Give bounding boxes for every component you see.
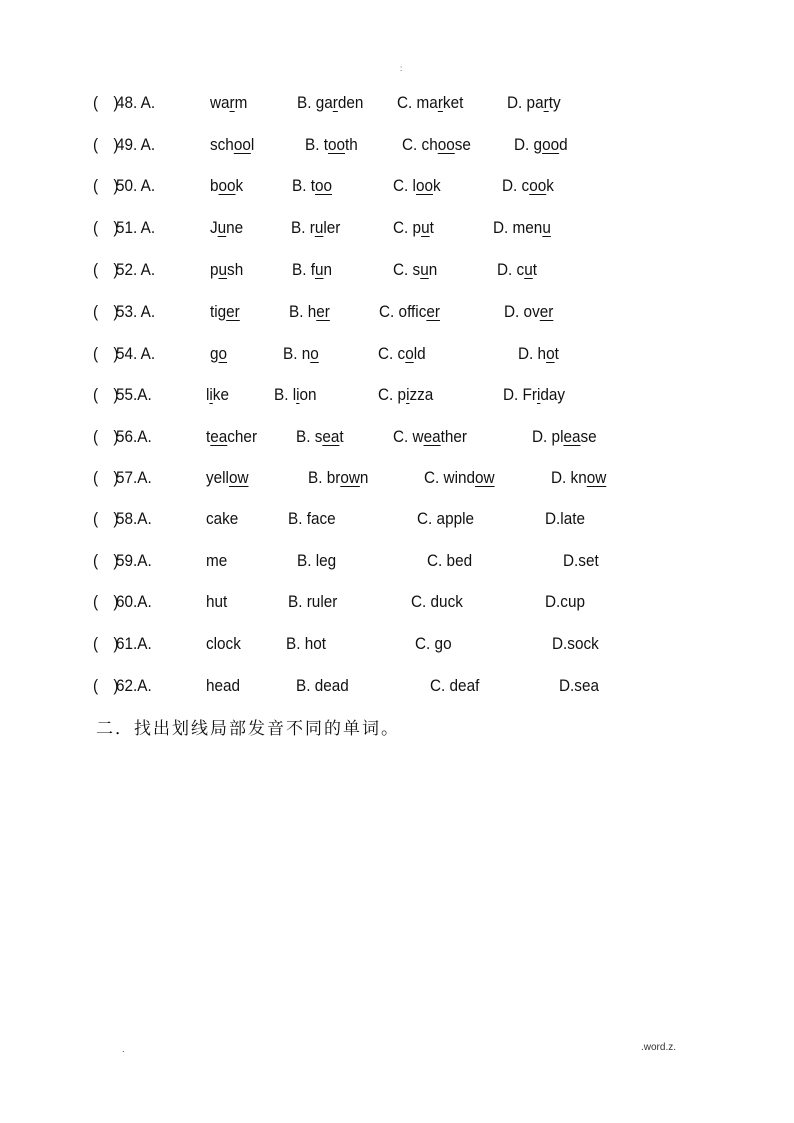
option-word-part: p: [412, 218, 422, 237]
option-word-part: cher: [227, 427, 258, 446]
question-row: [0, 549, 715, 573]
option-word-part: l: [250, 135, 255, 154]
answer-option: [551, 466, 606, 490]
answer-option: [514, 133, 568, 157]
underlined-letters: i: [536, 385, 541, 404]
option-word-part: sch: [209, 135, 234, 154]
answer-blank[interactable]: ( ): [92, 468, 119, 487]
answer-option: [206, 383, 229, 407]
option-letter: D.: [496, 260, 517, 279]
question-row: [0, 590, 715, 614]
option-word-part: h: [537, 344, 547, 363]
option-word-part: th: [344, 135, 358, 154]
option-letter: B.: [291, 260, 311, 279]
answer-option: [552, 632, 599, 656]
answer-option: [210, 342, 227, 366]
option-letter: C.: [423, 468, 444, 487]
answer-option: [378, 383, 433, 407]
question-number: 55.A.: [115, 385, 152, 404]
option-word-part: t: [429, 218, 434, 237]
answer-option: [210, 300, 240, 324]
option-letter: C.: [392, 176, 413, 195]
question-number: 61.A.: [115, 634, 152, 653]
answer-option: [402, 133, 471, 157]
question-number: 52. A.: [115, 260, 156, 279]
underlined-letters: o: [218, 344, 228, 363]
answer-option: [393, 425, 467, 449]
answer-option: [210, 91, 247, 115]
underlined-letters: er: [316, 302, 330, 321]
option-word-part: men: [512, 218, 543, 237]
answer-option: [210, 174, 243, 198]
option-word-part: t: [339, 427, 344, 446]
option-word-part: sea: [574, 676, 599, 695]
option-letter: D.: [517, 344, 538, 363]
question-number: 59.A.: [115, 551, 152, 570]
option-word-part: ld: [413, 344, 426, 363]
option-word-part: p: [209, 260, 219, 279]
option-word-part: pa: [526, 93, 544, 112]
option-word-part: n: [323, 260, 333, 279]
answer-blank[interactable]: ( ): [92, 427, 119, 446]
underlined-letters: ow: [228, 468, 249, 487]
option-letter: D.: [492, 218, 513, 237]
option-letter: B.: [304, 135, 324, 154]
underlined-letters: oo: [529, 176, 547, 195]
answer-option: [292, 174, 332, 198]
answer-option: [291, 216, 340, 240]
option-word-part: duck: [430, 592, 463, 611]
option-word-part: s: [314, 427, 323, 446]
underlined-letters: ow: [475, 468, 495, 487]
option-word-part: offic: [398, 302, 427, 321]
option-word-part: me: [205, 551, 228, 570]
option-letter: D.: [544, 509, 561, 528]
question-row: [0, 383, 715, 407]
option-letter: B.: [295, 427, 315, 446]
option-word-part: on: [299, 385, 317, 404]
option-word-part: n: [301, 344, 311, 363]
underlined-letters: u: [218, 260, 228, 279]
option-word-part: c: [516, 260, 525, 279]
question-row: [0, 216, 715, 240]
option-word-part: deaf: [449, 676, 480, 695]
option-letter: C.: [392, 427, 413, 446]
option-word-part: d: [559, 135, 568, 154]
question-row: [0, 91, 715, 115]
answer-option: [411, 590, 463, 614]
question-number: 54. A.: [115, 344, 156, 363]
option-word-part: t: [205, 427, 211, 446]
footer-right: .word.z.: [641, 1042, 677, 1053]
option-word-part: hot: [304, 634, 326, 653]
option-word-part: zza: [409, 385, 434, 404]
underlined-letters: u: [314, 218, 324, 237]
answer-option: [286, 632, 326, 656]
underlined-letters: ow: [340, 468, 360, 487]
underlined-letters: r: [543, 93, 549, 112]
option-word-part: s: [412, 260, 421, 279]
answer-option: [288, 507, 336, 531]
question-row: [0, 507, 715, 531]
option-word-part: se: [580, 427, 597, 446]
option-letter: B.: [273, 385, 293, 404]
option-letter: C.: [416, 509, 437, 528]
option-word-part: ther: [440, 427, 468, 446]
option-word-part: set: [578, 551, 599, 570]
answer-option: [379, 300, 440, 324]
answer-option: [297, 549, 336, 573]
option-word-part: b: [209, 176, 219, 195]
question-number: 60.A.: [115, 592, 152, 611]
underlined-letters: r: [437, 93, 443, 112]
question-row: [0, 342, 715, 366]
answer-blank[interactable]: ( ): [92, 260, 119, 279]
option-word-part: ne: [226, 218, 244, 237]
question-number: 51. A.: [115, 218, 156, 237]
option-letter: C.: [378, 302, 399, 321]
option-word-part: k: [432, 176, 441, 195]
option-letter: D.: [504, 302, 524, 321]
option-word-part: apple: [436, 509, 475, 528]
question-number: 56.A.: [115, 427, 152, 446]
question-number: 62.A.: [115, 676, 152, 695]
answer-option: [417, 507, 474, 531]
section-heading: 二．找出划线局部发音不同的单词。: [96, 719, 400, 739]
underlined-letters: oo: [437, 135, 455, 154]
underlined-letters: oo: [314, 176, 333, 195]
answer-blank[interactable]: ( ): [92, 93, 119, 112]
question-row: [0, 632, 715, 656]
answer-option: [206, 507, 238, 531]
option-letter: B.: [307, 468, 327, 487]
underlined-letters: oo: [327, 135, 345, 154]
question-number: 49. A.: [115, 135, 156, 154]
option-letter: B.: [297, 551, 316, 570]
underlined-letters: o: [546, 344, 555, 363]
question-row: [0, 174, 715, 198]
option-word-part: ov: [523, 302, 540, 321]
answer-blank[interactable]: ( ): [92, 592, 119, 611]
option-word-part: l: [205, 385, 210, 404]
answer-blank[interactable]: ( ): [92, 634, 119, 653]
option-word-part: ma: [416, 93, 438, 112]
option-letter: C.: [378, 385, 398, 404]
answer-option: [210, 133, 254, 157]
option-word-part: p: [397, 385, 407, 404]
answer-option: [378, 342, 426, 366]
answer-option: [493, 216, 551, 240]
option-word-part: t: [323, 135, 328, 154]
option-word-part: Fr: [522, 385, 537, 404]
option-word-part: ruler: [306, 592, 338, 611]
answer-option: [427, 549, 472, 573]
underlined-letters: oo: [542, 135, 560, 154]
option-word-part: leg: [315, 551, 337, 570]
answer-option: [206, 549, 227, 573]
question-number: 57.A.: [115, 468, 152, 487]
option-word-part: k: [235, 176, 244, 195]
option-letter: D.: [506, 93, 527, 112]
option-letter: D.: [562, 551, 579, 570]
answer-blank[interactable]: ( ): [92, 176, 119, 195]
answer-option: [397, 91, 463, 115]
answer-option: [288, 590, 337, 614]
answer-blank[interactable]: ( ): [92, 676, 119, 695]
answer-option: [206, 425, 257, 449]
option-letter: D.: [513, 135, 534, 154]
option-word-part: cup: [560, 592, 585, 611]
option-word-part: l: [412, 176, 416, 195]
answer-option: [504, 300, 553, 324]
option-word-part: wa: [209, 93, 230, 112]
underlined-letters: er: [426, 302, 440, 321]
option-word-part: pl: [551, 427, 564, 446]
option-word-part: w: [412, 427, 424, 446]
answer-option: [297, 91, 363, 115]
option-word-part: se: [454, 135, 471, 154]
answer-blank[interactable]: ( ): [92, 135, 119, 154]
answer-option: [545, 507, 585, 531]
answer-option: [206, 466, 249, 490]
option-word-part: tig: [209, 302, 227, 321]
question-row: [0, 258, 715, 282]
underlined-letters: u: [421, 218, 430, 237]
option-word-part: sock: [567, 634, 599, 653]
option-word-part: c: [521, 176, 530, 195]
option-word-part: g: [533, 135, 543, 154]
option-letter: D.: [544, 592, 561, 611]
answer-option: [289, 300, 330, 324]
answer-option: [563, 549, 599, 573]
option-word-part: br: [326, 468, 341, 487]
underlined-letters: ow: [586, 468, 607, 487]
underlined-letters: oo: [218, 176, 236, 195]
answer-option: [283, 342, 319, 366]
answer-option: [430, 674, 479, 698]
option-word-part: n: [428, 260, 438, 279]
option-word-part: ket: [442, 93, 464, 112]
answer-option: [497, 258, 537, 282]
option-letter: C.: [426, 551, 447, 570]
answer-blank[interactable]: ( ): [92, 551, 119, 570]
answer-option: [545, 590, 585, 614]
option-word-part: m: [234, 93, 248, 112]
option-word-part: day: [540, 385, 566, 404]
question-row: [0, 425, 715, 449]
answer-option: [415, 632, 452, 656]
underlined-letters: i: [406, 385, 410, 404]
question-number: 50. A.: [115, 176, 156, 195]
underlined-letters: i: [209, 385, 213, 404]
option-letter: B.: [295, 676, 315, 695]
answer-blank[interactable]: ( ): [92, 218, 119, 237]
option-letter: D.: [551, 634, 568, 653]
option-letter: C.: [392, 218, 413, 237]
option-word-part: hut: [205, 592, 228, 611]
answer-option: [393, 258, 437, 282]
option-word-part: head: [205, 676, 241, 695]
option-letter: B.: [285, 634, 305, 653]
option-letter: C.: [401, 135, 422, 154]
underlined-letters: u: [314, 260, 324, 279]
header-mark: :: [400, 64, 403, 73]
option-word-part: clock: [205, 634, 241, 653]
underlined-letters: i: [296, 385, 300, 404]
option-letter: B.: [282, 344, 302, 363]
option-letter: C.: [392, 260, 413, 279]
option-word-part: k: [546, 176, 554, 195]
option-letter: C.: [414, 634, 435, 653]
option-letter: C.: [378, 344, 398, 363]
option-word-part: dead: [314, 676, 349, 695]
option-word-part: sh: [227, 260, 244, 279]
question-number: 58.A.: [115, 509, 152, 528]
answer-option: [393, 216, 434, 240]
option-word-part: t: [554, 344, 559, 363]
underlined-letters: ea: [210, 427, 228, 446]
question-number: 53. A.: [115, 302, 156, 321]
underlined-letters: ea: [322, 427, 340, 446]
option-letter: B.: [291, 176, 311, 195]
option-word-part: face: [306, 509, 336, 528]
option-word-part: go: [434, 634, 452, 653]
option-letter: B.: [288, 509, 307, 528]
answer-option: [507, 91, 561, 115]
option-letter: C.: [429, 676, 450, 695]
answer-option: [502, 174, 554, 198]
option-word-part: cake: [205, 509, 239, 528]
answer-option: [424, 466, 495, 490]
option-letter: D.: [502, 385, 523, 404]
option-word-part: yell: [205, 468, 229, 487]
question-row: [0, 133, 715, 157]
answer-option: [296, 674, 349, 698]
underlined-letters: o: [310, 344, 319, 363]
option-letter: B.: [290, 218, 310, 237]
footer-left: .: [122, 1044, 125, 1054]
underlined-letters: o: [405, 344, 414, 363]
underlined-letters: oo: [415, 176, 433, 195]
answer-blank[interactable]: ( ): [92, 302, 119, 321]
question-number: 48. A.: [115, 93, 156, 112]
answer-option: [296, 425, 344, 449]
option-word-part: f: [310, 260, 315, 279]
answer-option: [305, 133, 358, 157]
option-word-part: ke: [212, 385, 229, 404]
question-row: [0, 466, 715, 490]
option-word-part: ch: [421, 135, 438, 154]
underlined-letters: u: [217, 218, 227, 237]
underlined-letters: ea: [423, 427, 441, 446]
underlined-letters: r: [332, 93, 338, 112]
option-word-part: ler: [323, 218, 341, 237]
underlined-letters: r: [229, 93, 235, 112]
answer-option: [559, 674, 599, 698]
answer-option: [206, 590, 227, 614]
answer-blank[interactable]: ( ): [92, 385, 119, 404]
option-letter: D.: [558, 676, 575, 695]
option-letter: B.: [297, 93, 316, 112]
answer-option: [393, 174, 441, 198]
option-word-part: r: [309, 218, 315, 237]
option-word-part: h: [307, 302, 317, 321]
underlined-letters: er: [226, 302, 240, 321]
answer-option: [210, 258, 243, 282]
answer-option: [532, 425, 597, 449]
option-word-part: t: [532, 260, 537, 279]
option-letter: D.: [550, 468, 571, 487]
option-letter: D.: [501, 176, 522, 195]
answer-option: [518, 342, 559, 366]
option-word-part: l: [292, 385, 297, 404]
option-word-part: ty: [548, 93, 561, 112]
question-row: [0, 300, 715, 324]
underlined-letters: er: [539, 302, 554, 321]
answer-option: [308, 466, 368, 490]
option-letter: D.: [531, 427, 552, 446]
underlined-letters: oo: [233, 135, 251, 154]
option-word-part: n: [359, 468, 369, 487]
option-letter: B.: [288, 592, 307, 611]
option-word-part: wind: [443, 468, 476, 487]
option-letter: C.: [410, 592, 431, 611]
answer-blank[interactable]: ( ): [92, 344, 119, 363]
answer-option: [206, 632, 241, 656]
option-word-part: bed: [446, 551, 473, 570]
option-word-part: den: [337, 93, 364, 112]
option-word-part: kn: [570, 468, 587, 487]
answer-option: [210, 216, 243, 240]
underlined-letters: u: [420, 260, 429, 279]
option-word-part: t: [310, 176, 315, 195]
option-letter: C.: [396, 93, 417, 112]
option-word-part: ga: [315, 93, 333, 112]
underlined-letters: ea: [563, 427, 581, 446]
option-word-part: c: [397, 344, 406, 363]
option-letter: B.: [288, 302, 308, 321]
answer-option: [206, 674, 240, 698]
question-row: [0, 674, 715, 698]
answer-option: [274, 383, 317, 407]
underlined-letters: u: [542, 218, 551, 237]
answer-option: [503, 383, 565, 407]
option-word-part: J: [209, 218, 218, 237]
answer-blank[interactable]: ( ): [92, 509, 119, 528]
option-word-part: g: [209, 344, 219, 363]
option-word-part: late: [560, 509, 585, 528]
answer-option: [292, 258, 332, 282]
underlined-letters: u: [524, 260, 533, 279]
